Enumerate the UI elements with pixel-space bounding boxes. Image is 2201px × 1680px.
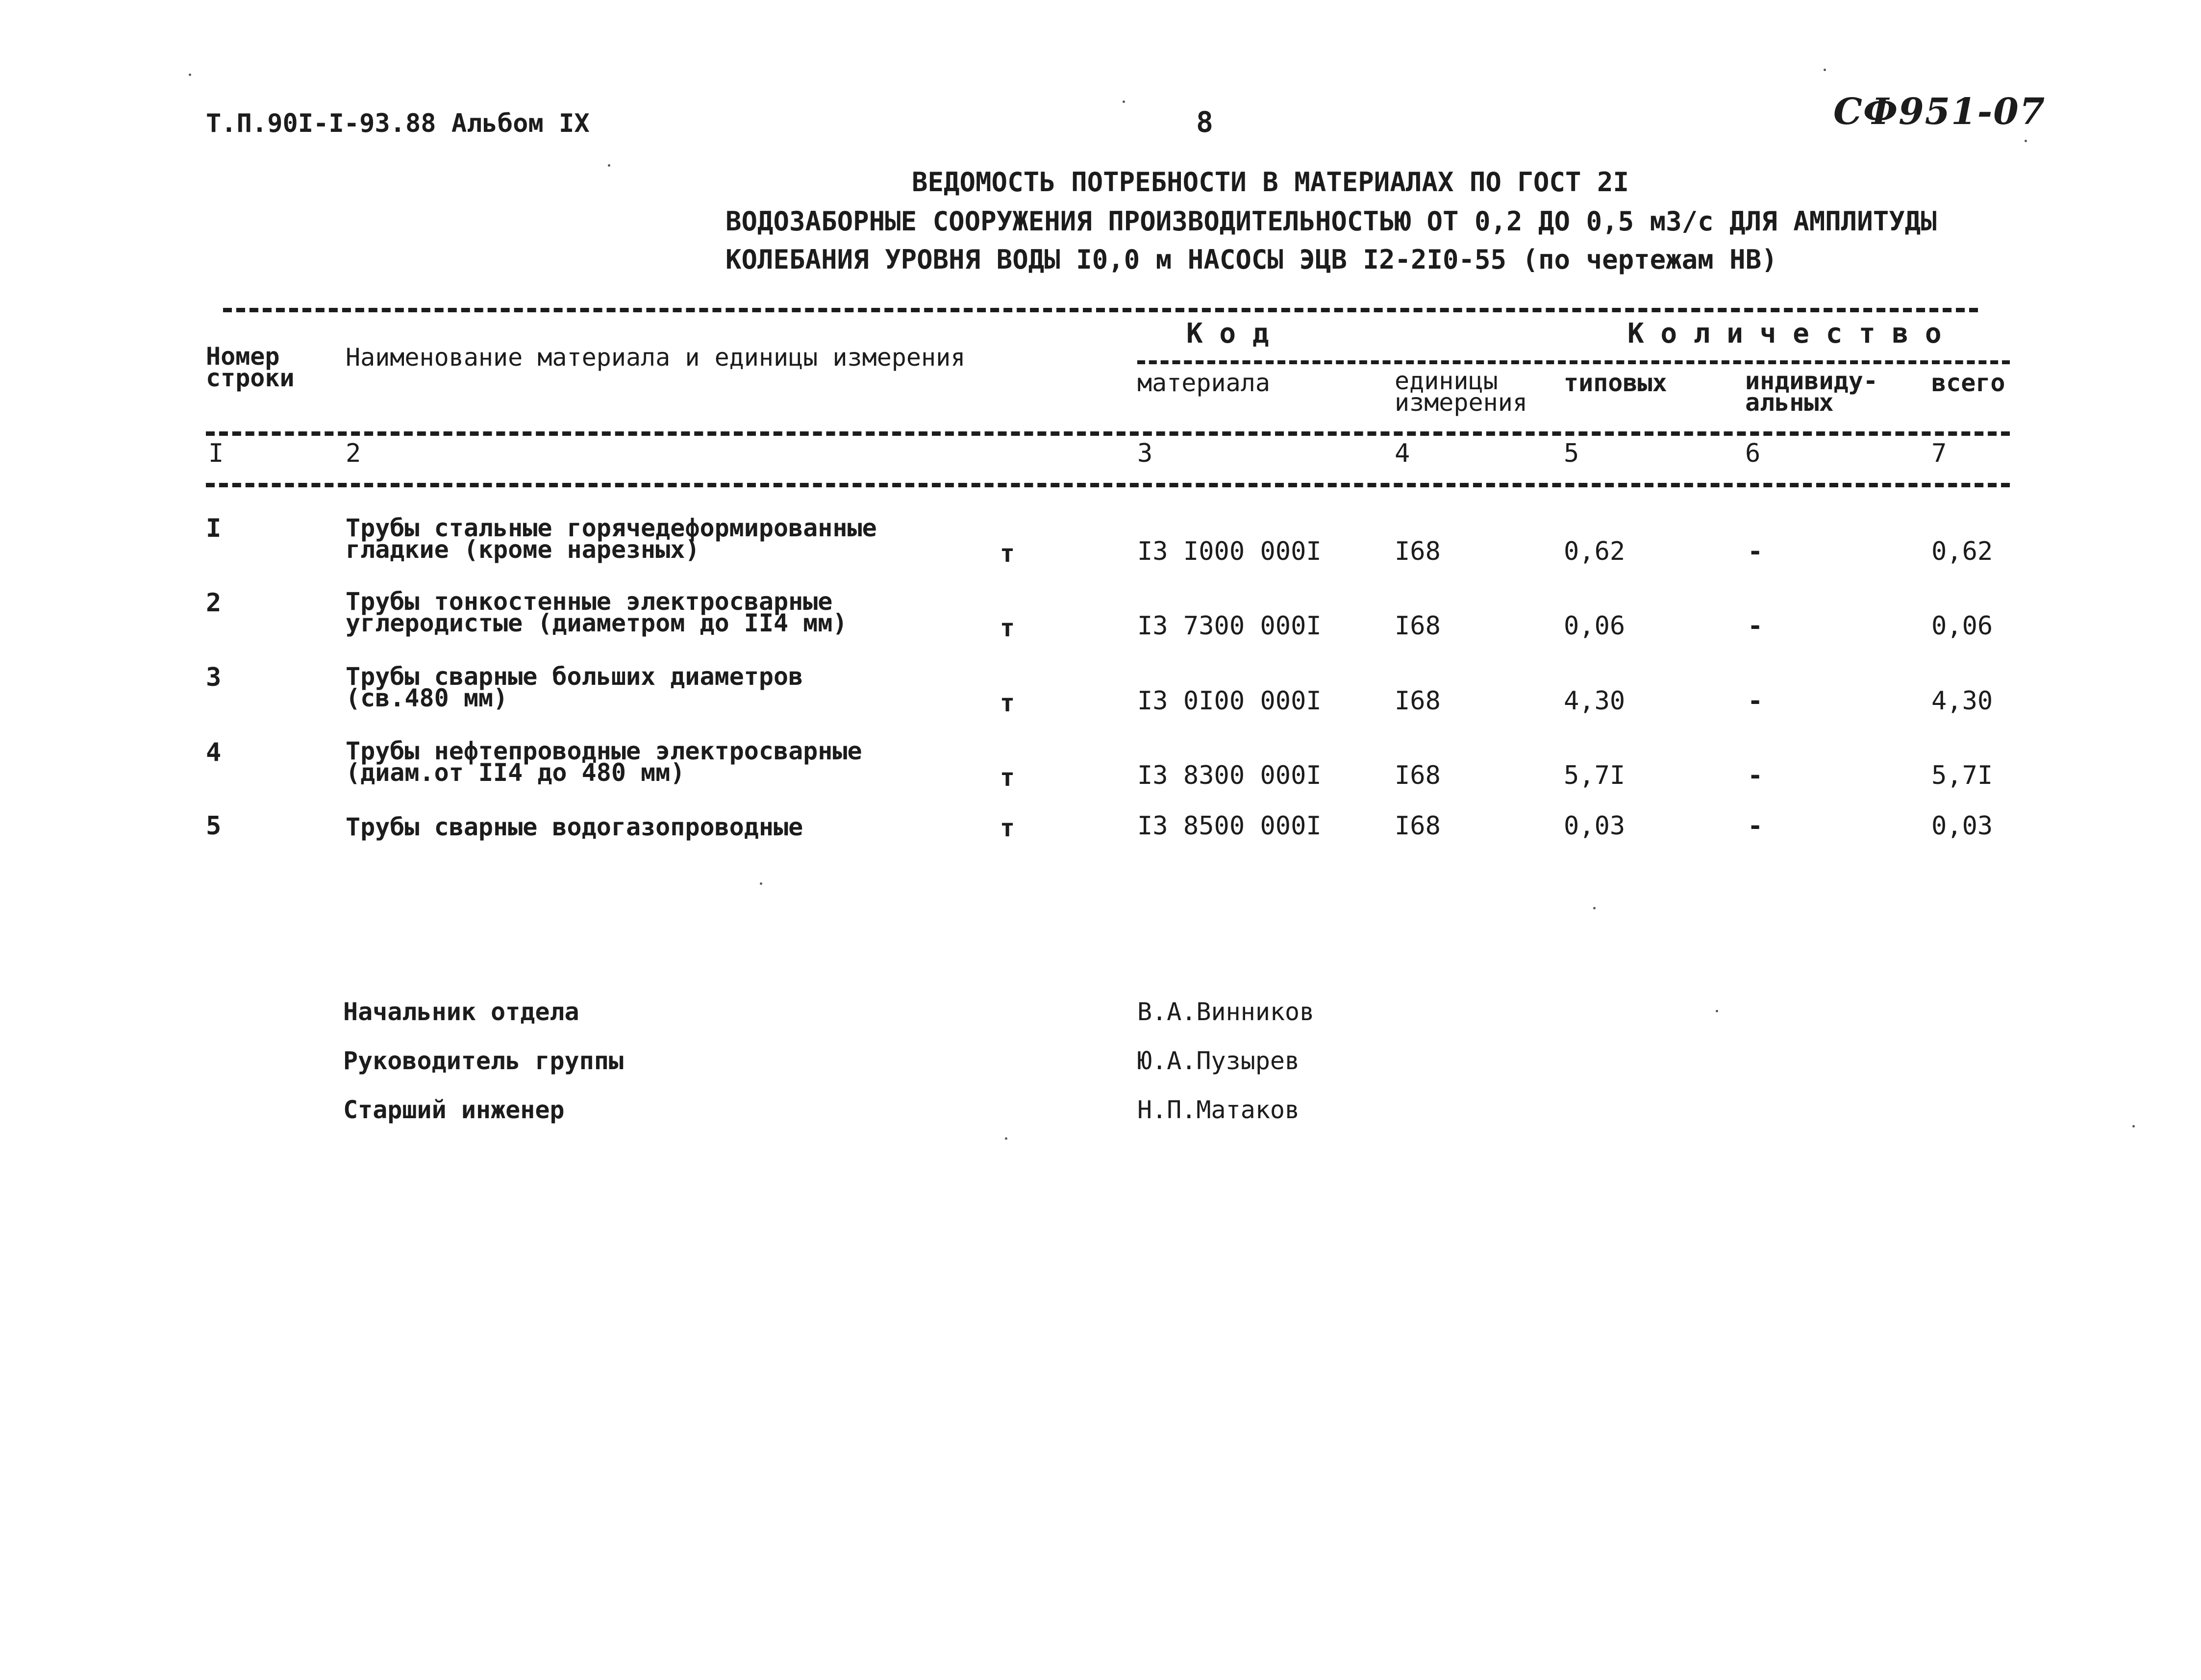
header-code-group: К о д <box>1186 318 1269 350</box>
header-code-unit: единицы измерения <box>1395 367 1527 417</box>
signature-role: Начальник отдела <box>343 998 579 1026</box>
qty-total: 0,06 <box>1931 611 1993 641</box>
header-qty-typical: типовых <box>1564 369 1667 397</box>
title-line-2: ВОДОЗАБОРНЫЕ СООРУЖЕНИЯ ПРОИЗВОДИТЕЛЬНОСТЬЮ ОТ 0,2 ДО 0,5 м3/с ДЛЯ АМПЛИТУДЫ <box>725 206 1937 237</box>
unit-label: т <box>1000 614 1015 642</box>
qty-typical: 0,03 <box>1564 811 1626 841</box>
title-line-1: ВЕДОМОСТЬ ПОТРЕБНОСТИ В МАТЕРИАЛАХ ПО ГОСТ 2I <box>912 167 1629 198</box>
unit-code: I68 <box>1395 537 1441 566</box>
signature-name: В.А.Винников <box>1137 998 1315 1026</box>
scan-speck <box>2132 1125 2135 1128</box>
header-code-material: материала <box>1137 369 1270 397</box>
qty-individual: - <box>1748 761 1763 790</box>
header-material-name: Наименование материала и единицы измерения <box>346 343 966 372</box>
header-row-number: Номер строки <box>206 342 295 392</box>
material-name: Трубы стальные горячедеформированные гладкие (кроме нарезных) <box>346 514 877 564</box>
qty-total: 0,62 <box>1931 537 1993 566</box>
header-group-rule <box>1137 360 2010 364</box>
unit-code: I68 <box>1395 611 1441 641</box>
page-number: 8 <box>1196 105 1213 139</box>
unit-code: I68 <box>1395 811 1441 841</box>
title-line-3: КОЛЕБАНИЯ УРОВНЯ ВОДЫ I0,0 м НАСОСЫ ЭЦВ I2-2I0-55 (по чертежам НВ) <box>725 244 1777 275</box>
qty-typical: 4,30 <box>1564 686 1626 716</box>
header-bottom-rule <box>206 431 2010 436</box>
qty-individual: - <box>1748 537 1763 566</box>
table-top-rule <box>223 308 1978 312</box>
header-qty-total: всего <box>1931 369 2005 397</box>
scan-speck <box>189 74 191 76</box>
column-number-2: 2 <box>346 439 361 468</box>
qty-typical: 5,7I <box>1564 761 1626 790</box>
signature-role: Руководитель группы <box>343 1047 624 1075</box>
document-page: Т.П.90I-I-93.88 Альбом IX 8 СФ951-07 ВЕДОМОСТЬ ПОТРЕБНОСТИ В МАТЕРИАЛАХ ПО ГОСТ 2I ВОДОЗАБОРНЫЕ СООРУЖЕНИЯ ПРОИЗВОДИТЕЛЬНОСТЬЮ ОТ 0,2 ДО 0,5 м3/с ДЛЯ АМПЛИТУДЫ КОЛЕБАНИЯ УРОВНЯ ВОДЫ I0,0 м НАСОСЫ ЭЦВ I2-2I0-55 (по чертежам НВ) Номер строки Наименование материала и единицы измерения К о д К о л и ч е с т в о материала единицы измерения типовых индивиду- альных всего I 2 3 4 5 6 7 I Трубы стальные горячедеформированные гладкие (кроме нарезных) т I3 I000 000I I68 0,62 - 0,62 2 Трубы тонкостенные электросварные углеродистые (диаметром до II4 мм) т I3 7300 000I I68 0,06 - 0,06 3 Трубы сварные больших диаметров (св.480 мм) т I3 0I00 000I I68 4,30 - 4,30 4 Трубы нефтепроводные электросварные (диам.от II4 до 480 мм) т I3 8300 000I I68 5,7I - 5,7I 5 Трубы сварные водогазопроводные т I3 8500 000I I68 0,03 - 0,03 Начальник отдела В.А.Винников Руководитель группы Ю.А.Пузырев Старший инженер Н.П.Матаков <box>0 0 2201 1680</box>
qty-typical: 0,62 <box>1564 537 1626 566</box>
signature-name: Ю.А.Пузырев <box>1137 1047 1300 1075</box>
scan-speck <box>1716 1010 1718 1012</box>
scan-speck <box>1005 1137 1007 1140</box>
column-number-6: 6 <box>1745 439 1761 468</box>
column-number-3: 3 <box>1137 439 1153 468</box>
column-number-1: I <box>208 439 224 468</box>
material-code: I3 I000 000I <box>1137 537 1322 566</box>
qty-total: 5,7I <box>1931 761 1993 790</box>
material-code: I3 0I00 000I <box>1137 686 1322 716</box>
qty-individual: - <box>1748 811 1763 841</box>
material-code: I3 8300 000I <box>1137 761 1322 790</box>
scan-speck <box>1824 69 1826 71</box>
qty-individual: - <box>1748 611 1763 641</box>
scan-speck <box>608 164 610 167</box>
header-quantity-group: К о л и ч е с т в о <box>1627 318 1942 350</box>
qty-typical: 0,06 <box>1564 611 1626 641</box>
material-name: Трубы тонкостенные электросварные углеродистые (диаметром до II4 мм) <box>346 587 848 637</box>
unit-label: т <box>1000 814 1015 842</box>
column-number-bottom-rule <box>206 483 2010 487</box>
unit-code: I68 <box>1395 761 1441 790</box>
material-code: I3 8500 000I <box>1137 811 1322 841</box>
column-number-4: 4 <box>1395 439 1410 468</box>
unit-code: I68 <box>1395 686 1441 716</box>
qty-total: 0,03 <box>1931 811 1993 841</box>
scan-speck <box>760 882 762 885</box>
unit-label: т <box>1000 539 1015 568</box>
scan-speck <box>2025 140 2027 142</box>
unit-label: т <box>1000 689 1015 717</box>
column-number-7: 7 <box>1931 439 1947 468</box>
scan-speck <box>1123 100 1125 103</box>
qty-total: 4,30 <box>1931 686 1993 716</box>
unit-label: т <box>1000 763 1015 792</box>
material-name: Трубы сварные водогазопроводные <box>346 813 803 841</box>
header-qty-individual: индивиду- альных <box>1745 367 1878 417</box>
handwritten-stamp: СФ951-07 <box>1833 91 2046 133</box>
scan-speck <box>1593 907 1596 909</box>
material-code: I3 7300 000I <box>1137 611 1322 641</box>
material-name: Трубы сварные больших диаметров (св.480 мм) <box>346 662 803 712</box>
material-name: Трубы нефтепроводные электросварные (диам.от II4 до 480 мм) <box>346 737 862 787</box>
document-reference: Т.П.90I-I-93.88 Альбом IX <box>206 109 590 138</box>
signature-name: Н.П.Матаков <box>1137 1096 1300 1124</box>
qty-individual: - <box>1748 686 1763 716</box>
column-number-5: 5 <box>1564 439 1579 468</box>
signature-role: Старший инженер <box>343 1096 565 1124</box>
